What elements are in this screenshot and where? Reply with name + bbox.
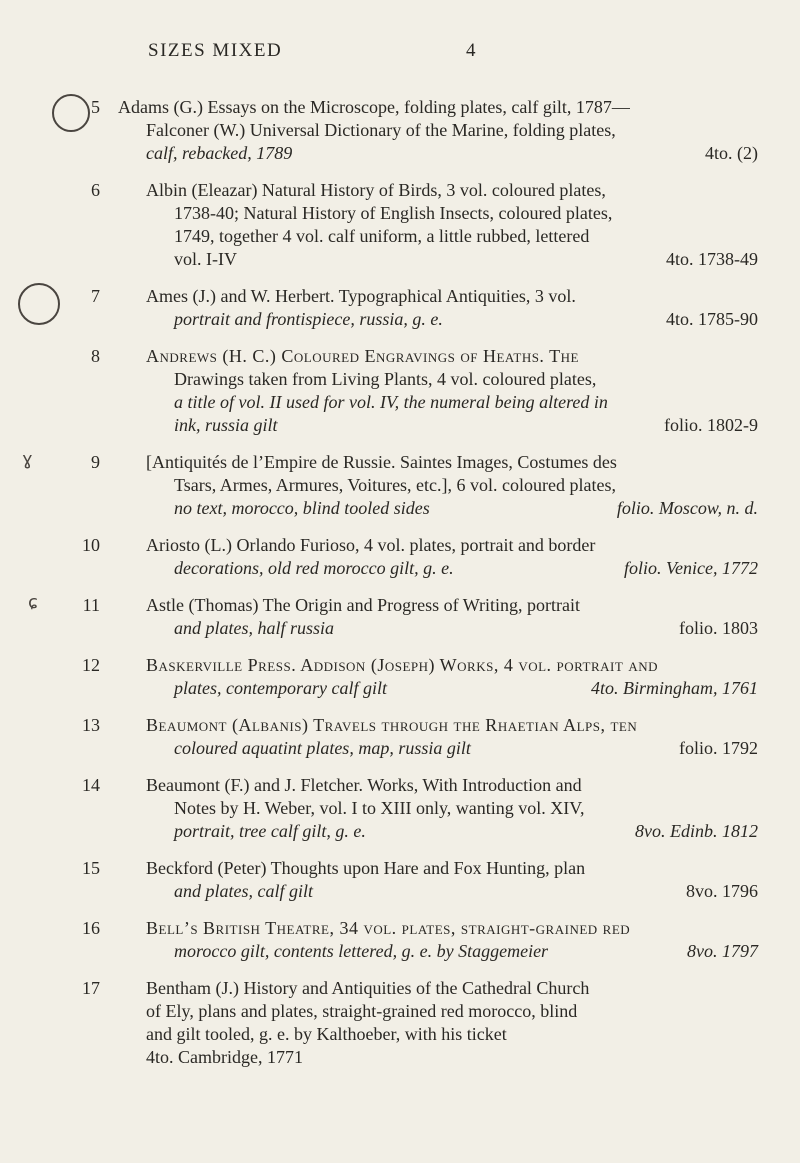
entry-line: calf, rebacked, 1789	[146, 143, 293, 163]
entry-line: Beaumont (F.) and J. Fletcher. Works, With Introduction and	[146, 775, 582, 795]
entry-line: 1738-40; Natural History of English Insects, coloured plates,	[174, 203, 613, 223]
entry-line: plates, contemporary calf gilt	[174, 678, 387, 698]
pencil-circle-mark	[18, 283, 60, 325]
page-header	[148, 40, 740, 62]
lot-number: 14	[82, 775, 100, 795]
entry-line: Tsars, Armes, Armures, Voitures, etc.], 6 vol. coloured plates,	[174, 475, 616, 495]
entry-format: 8vo. 1797	[687, 941, 758, 961]
entry-line: Bentham (J.) History and Antiquities of the Cathedral Church	[146, 978, 590, 998]
catalogue-entry	[58, 285, 758, 331]
lot-number: 5	[91, 97, 100, 117]
catalogue-entry	[58, 857, 758, 903]
entry-format: folio. 1802-9	[664, 415, 758, 435]
entry-line: and plates, calf gilt	[174, 881, 313, 901]
entry-line: of Ely, plans and plates, straight-grained red morocco, blind	[146, 1001, 578, 1021]
entry-format: 4to. Birmingham, 1761	[590, 678, 758, 698]
lot-number: 11	[82, 595, 100, 615]
entry-format: 8vo. Edinb. 1812	[635, 821, 758, 841]
catalogue-entry	[58, 345, 758, 437]
lot-number: 7	[91, 286, 100, 306]
entry-format: folio. Moscow, n. d.	[616, 498, 758, 518]
section-title: SIZES MIXED	[148, 40, 283, 61]
lot-number: 16	[82, 918, 100, 938]
entry-format: 4to. 1785-90	[666, 309, 758, 329]
lot-number: 13	[82, 715, 100, 735]
entry-line: coloured aquatint plates, map, russia gilt	[174, 738, 471, 758]
lot-number: 9	[91, 452, 100, 472]
entry-line: a title of vol. II used for vol. IV, the numeral being altered in	[174, 392, 608, 412]
entry-line: Baskerville Press. Addison (Joseph) Works, 4 vol. portrait and	[146, 655, 658, 675]
entry-line: [Antiquités de l’Empire de Russie. Saintes Images, Costumes des	[146, 452, 617, 472]
lot-number: 12	[82, 655, 100, 675]
catalogue-entry	[58, 451, 758, 520]
lot-number: 6	[91, 180, 100, 200]
catalogue-entry	[58, 774, 758, 843]
entry-line: Andrews (H. C.) Coloured Engravings of Heaths. The	[146, 346, 579, 366]
catalogue-entry	[58, 96, 758, 165]
entry-line: Drawings taken from Living Plants, 4 vol. coloured plates,	[174, 369, 597, 389]
entry-line: decorations, old red morocco gilt, g. e.	[174, 558, 454, 578]
entry-line: Beaumont (Albanis) Travels through the Rhaetian Alps, ten	[146, 715, 638, 735]
entry-format: 4to. 1738-49	[666, 249, 758, 269]
entry-line: and gilt tooled, g. e. by Kalthoeber, with his ticket	[146, 1024, 507, 1044]
entry-format: folio. 1803	[679, 618, 758, 638]
pencil-tick-mark: ɕ	[28, 592, 38, 613]
catalogue-entry	[58, 654, 758, 700]
catalogue-entry	[58, 534, 758, 580]
entry-line: and plates, half russia	[174, 618, 335, 638]
entry-line: portrait and frontispiece, russia, g. e.	[174, 309, 443, 329]
entry-line: Falconer (W.) Universal Dictionary of the Marine, folding plates,	[146, 120, 616, 140]
entry-line: Albin (Eleazar) Natural History of Birds, 3 vol. coloured plates,	[146, 180, 606, 200]
entry-format: folio. Venice, 1772	[624, 558, 758, 578]
entry-format: 8vo. 1796	[686, 881, 758, 901]
entry-line: no text, morocco, blind tooled sides	[174, 498, 430, 518]
entry-line: Ariosto (L.) Orlando Furioso, 4 vol. plates, portrait and border	[146, 535, 596, 555]
entry-line: vol. I-IV	[174, 249, 237, 269]
lot-number: 8	[91, 346, 100, 366]
catalogue-entry	[58, 594, 758, 640]
pencil-tick-mark: ɣ	[22, 449, 33, 470]
entry-line: Astle (Thomas) The Origin and Progress of Writing, portrait	[146, 595, 581, 615]
entry-line: morocco gilt, contents lettered, g. e. by Staggemeier	[174, 941, 549, 961]
entry-format: folio. 1792	[679, 738, 758, 758]
page-number: 4	[466, 40, 477, 61]
entry-line: portrait, tree calf gilt, g. e.	[174, 821, 366, 841]
entry-line: Adams (G.) Essays on the Microscope, folding plates, calf gilt, 1787—	[118, 97, 630, 117]
catalogue-entry	[58, 917, 758, 963]
catalogue-entry	[58, 179, 758, 271]
catalogue-entry	[58, 714, 758, 760]
entry-line: Bell’s British Theatre, 34 vol. plates, straight-grained red	[146, 918, 631, 938]
lot-number: 17	[82, 978, 100, 998]
entry-line: ink, russia gilt	[174, 415, 278, 435]
entry-format: 4to. (2)	[705, 143, 758, 163]
entry-line: Ames (J.) and W. Herbert. Typographical Antiquities, 3 vol.	[146, 286, 576, 306]
pencil-circle-mark	[52, 94, 90, 132]
catalogue-entry	[58, 977, 758, 1069]
entry-line: Beckford (Peter) Thoughts upon Hare and Fox Hunting, plan	[146, 858, 586, 878]
lot-number: 10	[82, 535, 100, 555]
entry-line: 1749, together 4 vol. calf uniform, a little rubbed, lettered	[174, 226, 590, 246]
entry-format: 4to. Cambridge, 1771	[146, 1047, 303, 1067]
lot-number: 15	[82, 858, 100, 878]
entry-line: Notes by H. Weber, vol. I to XIII only, wanting vol. XIV,	[174, 798, 585, 818]
